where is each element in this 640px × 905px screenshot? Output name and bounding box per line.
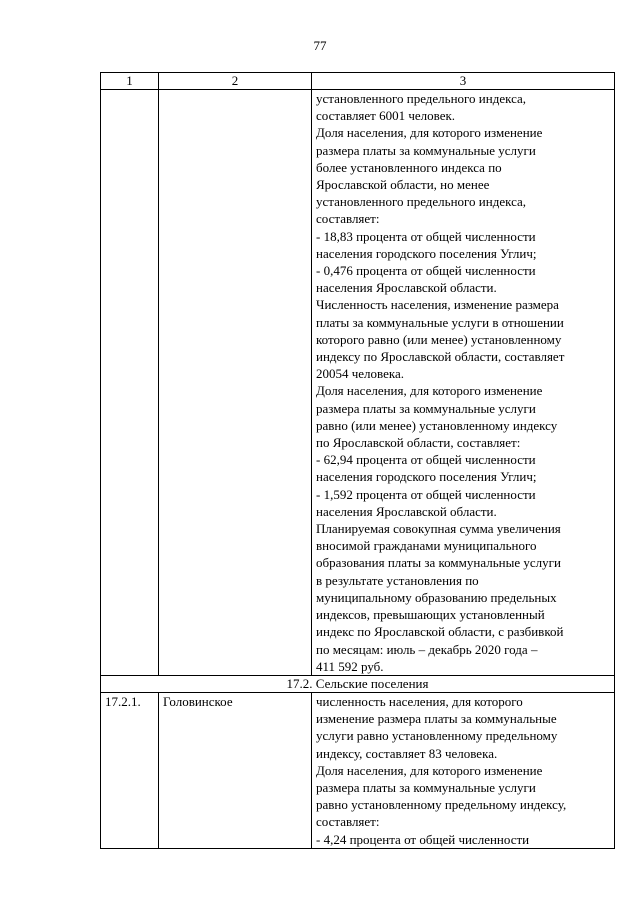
table-row-continuation — [101, 90, 615, 676]
text-line: Планируемая совокупная сумма увеличения — [316, 521, 561, 537]
text-line: размера платы за коммунальные услуги — [316, 142, 536, 158]
row-description-cell — [312, 90, 615, 676]
table-header-row — [101, 73, 615, 90]
entry-number-cell: 17.2.1. — [101, 692, 159, 848]
text-line: муниципальному образованию предельных — [316, 589, 557, 605]
text-line: вносимой гражданами муниципального — [316, 538, 537, 554]
text-line: равно установленному предельному индексу, — [316, 797, 567, 813]
text-line: размера платы за коммунальные услуги — [316, 779, 536, 795]
page-number: 77 — [313, 38, 327, 53]
entry-description-cell — [312, 692, 615, 848]
text-line: образования платы за коммунальные услуги — [316, 555, 561, 571]
text-line: изменение размера платы за коммунальные — [316, 711, 557, 727]
text-line: 411 592 руб. — [316, 658, 384, 674]
section-heading: 17.2. Сельские поселения — [101, 675, 615, 692]
text-line: установленного предельного индекса, — [316, 91, 527, 106]
text-line: Численность населения, изменение размера — [316, 297, 559, 313]
text-line: населения городского поселения Углич; — [316, 245, 537, 261]
text-line: составляет: — [316, 211, 380, 227]
text-line: численность населения, для которого — [316, 693, 523, 709]
text-line: - 18,83 процента от общей численности — [316, 228, 536, 244]
table-row-entry — [101, 692, 615, 848]
text-line: населения Ярославской области. — [316, 280, 497, 296]
text-line: - 1,592 процента от общей численности — [316, 486, 536, 502]
header-col-3: 3 — [312, 73, 615, 90]
text-line: платы за коммунальные услуги в отношении — [316, 314, 564, 330]
text-line: индексов, превышающих установленный — [316, 607, 545, 623]
text-line: которого равно (или менее) установленному — [316, 331, 562, 347]
section-heading-row — [101, 675, 615, 692]
text-line: размера платы за коммунальные услуги — [316, 400, 536, 416]
header-col-1: 1 — [101, 73, 159, 90]
text-line: индекс по Ярославской области, с разбивкой — [316, 624, 564, 640]
text-line: установленного предельного индекса, — [316, 194, 527, 210]
text-line: - 4,24 процента от общей численности — [316, 831, 530, 847]
text-line: индексу, составляет 83 человека. — [316, 745, 498, 761]
text-line: по месяцам: июль – декабрь 2020 года – — [316, 641, 538, 657]
text-line: 20054 человека. — [316, 366, 405, 382]
text-line: в результате установления по — [316, 572, 479, 588]
text-line: индексу по Ярославской области, составляет — [316, 349, 565, 365]
entry-description-text — [316, 693, 610, 848]
text-line: Доля населения, для которого изменение — [316, 762, 543, 778]
text-line: населения Ярославской области. — [316, 503, 497, 519]
text-line: - 0,476 процента от общей численности — [316, 263, 536, 279]
text-line: составляет: — [316, 814, 380, 830]
text-line: по Ярославской области, составляет: — [316, 435, 521, 451]
header-col-2: 2 — [159, 73, 312, 90]
text-line: равно (или менее) установленному индексу — [316, 417, 558, 433]
text-line: Доля населения, для которого изменение — [316, 125, 543, 141]
description-text — [316, 90, 610, 675]
text-line: более установленного индекса по — [316, 159, 502, 175]
text-line: Доля населения, для которого изменение — [316, 383, 543, 399]
text-line: услуги равно установленному предельному — [316, 728, 558, 744]
text-line: составляет 6001 человек. — [316, 108, 456, 124]
entry-name-cell: Головинское — [159, 692, 312, 848]
text-line: - 62,94 процента от общей численности — [316, 452, 536, 468]
document-table — [100, 72, 615, 849]
row-name-cell — [159, 90, 312, 676]
row-number-cell — [101, 90, 159, 676]
text-line: Ярославской области, но менее — [316, 177, 490, 193]
text-line: населения городского поселения Углич; — [316, 469, 537, 485]
